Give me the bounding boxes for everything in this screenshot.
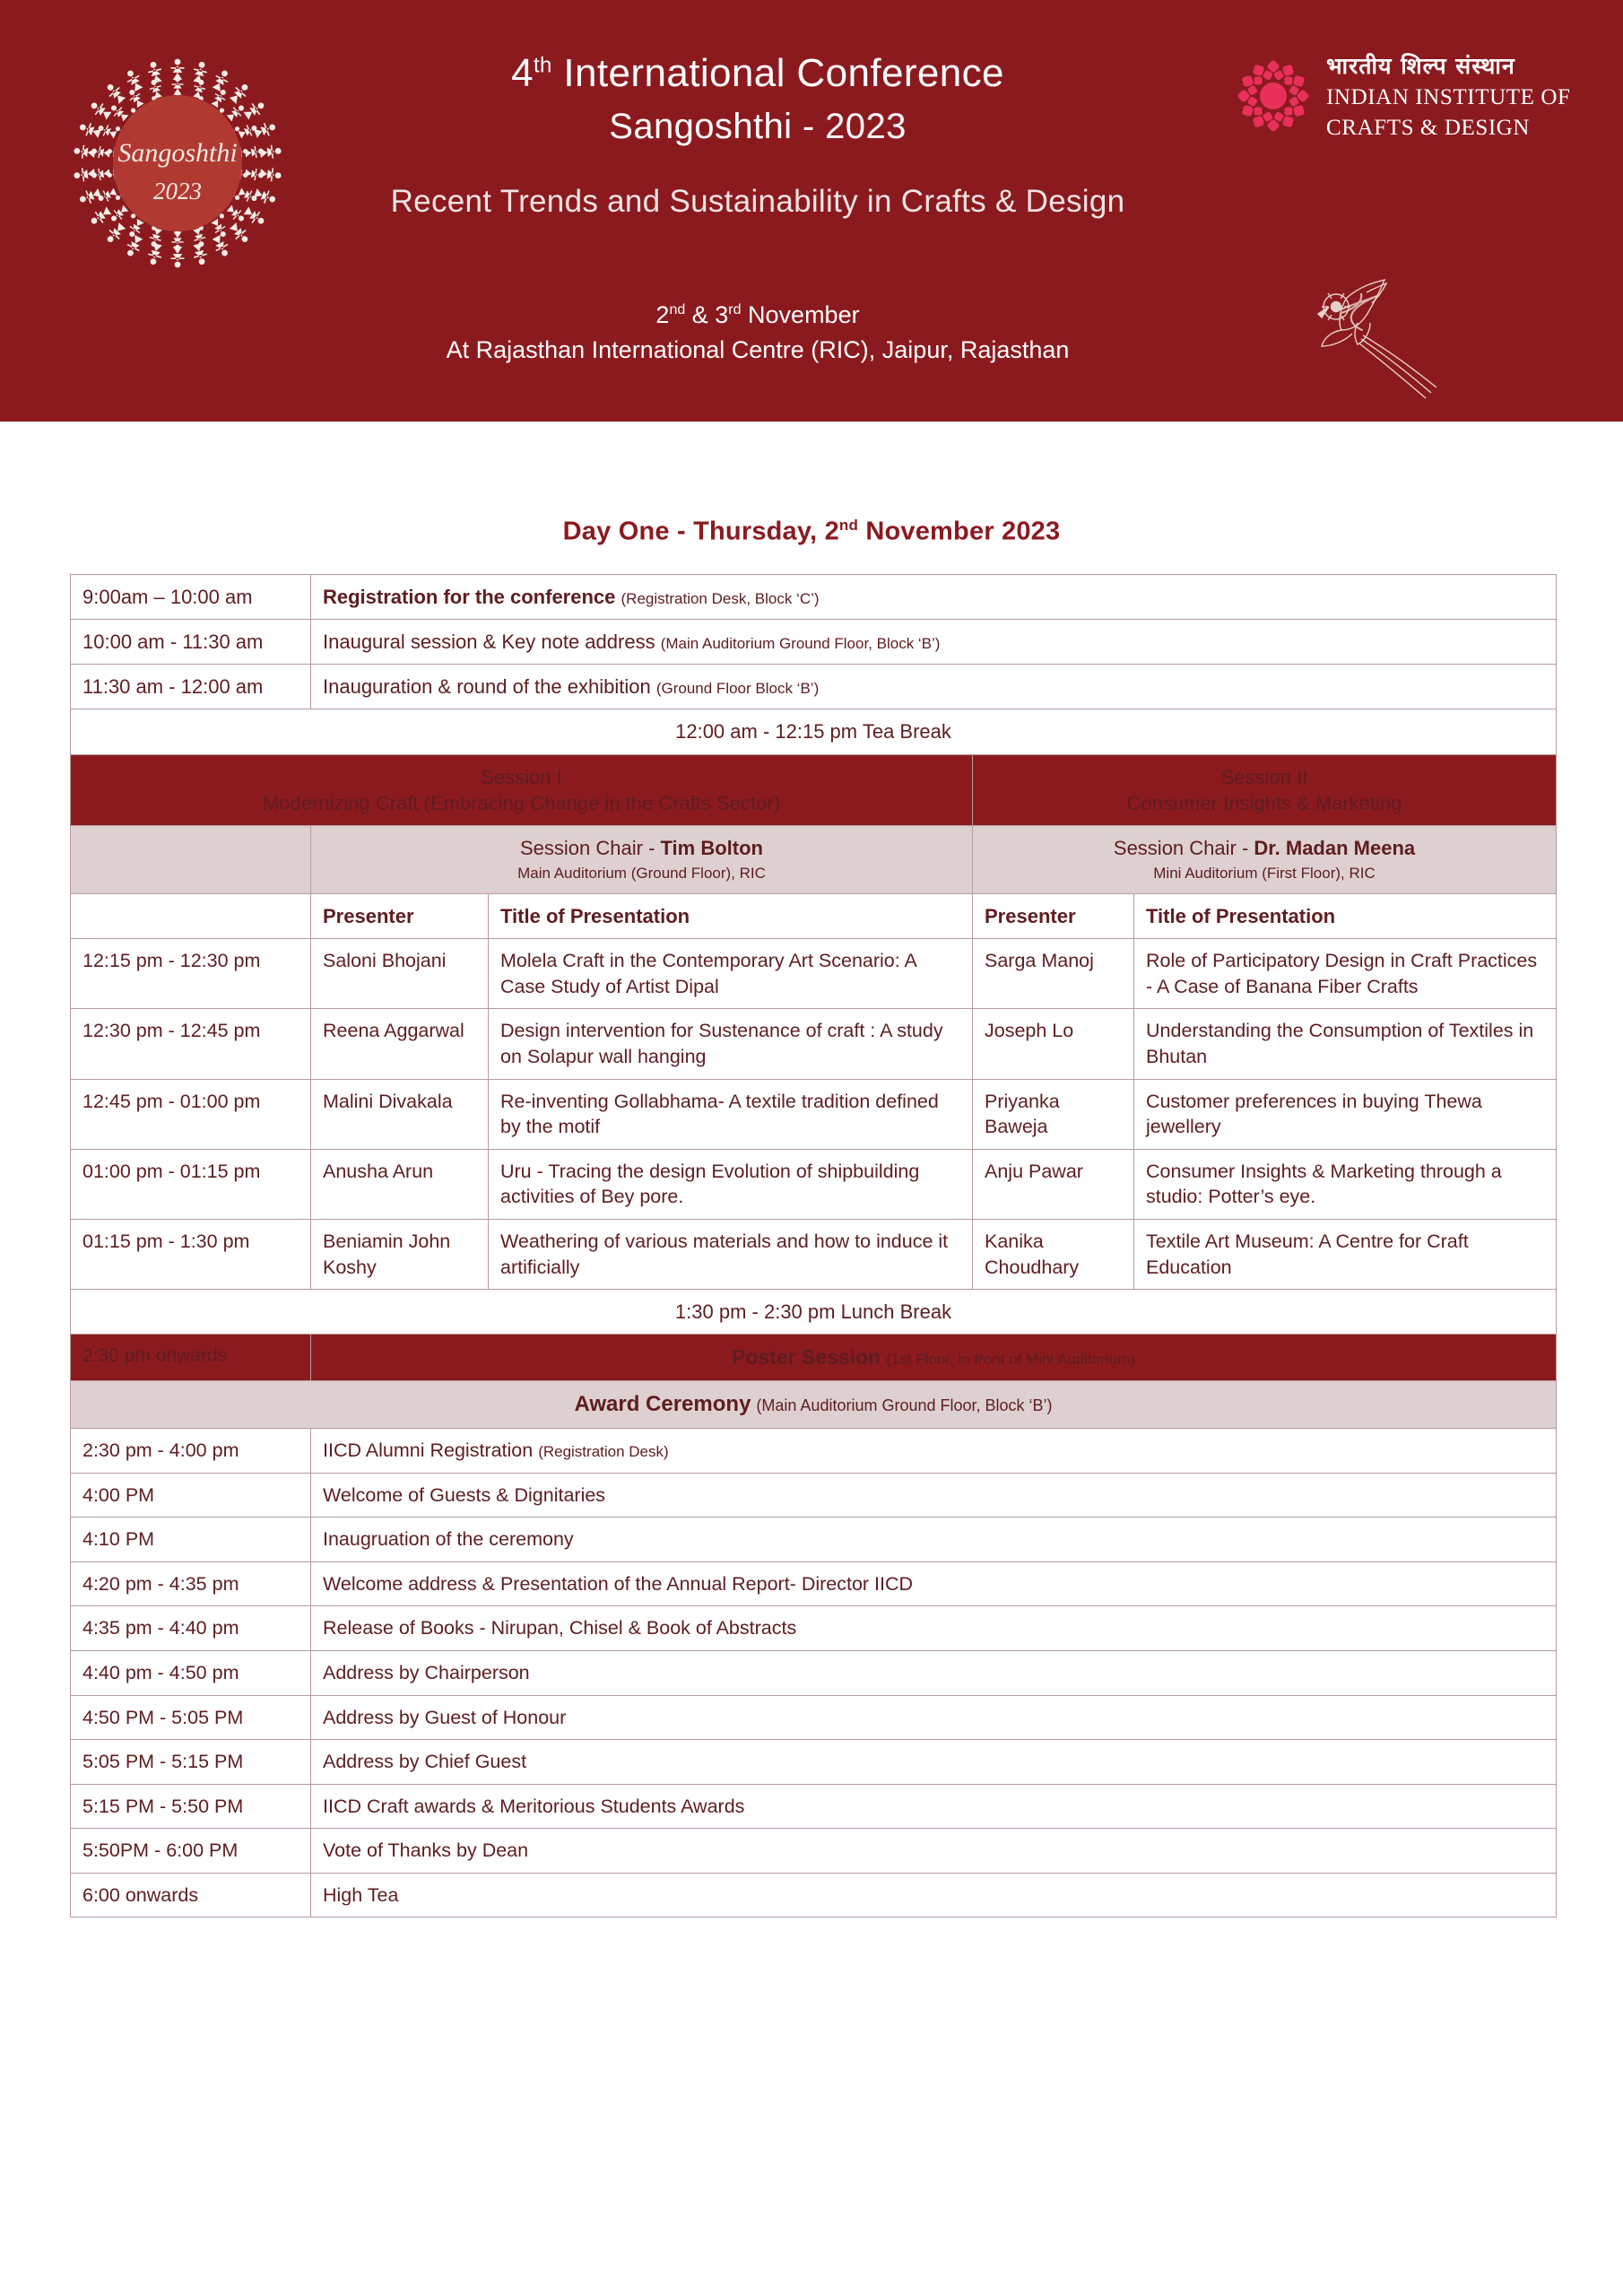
talk-presenter-1-2: Malini Divakala — [311, 1079, 489, 1149]
table-row — [71, 1149, 1557, 1219]
session-2-chair-name: Dr. Madan Meena — [1254, 837, 1416, 860]
talk-presenter-2-2: Priyanka Baweja — [973, 1079, 1134, 1149]
lunch-break-row — [71, 1290, 1557, 1335]
ceremony-time-1: 4:00 PM — [71, 1473, 311, 1518]
ceremony-desc-1 — [311, 1473, 1557, 1518]
talk-time-0: 12:15 pm - 12:30 pm — [71, 939, 311, 1009]
session-2-chair-location: Mini Auditorium (First Floor), RIC — [1153, 865, 1376, 883]
ceremony-time-9: 5:50PM - 6:00 PM — [71, 1829, 311, 1874]
ceremony-time-3: 4:20 pm - 4:35 pm — [71, 1561, 311, 1606]
column-header-row — [71, 894, 1557, 939]
ceremony-time-5: 4:40 pm - 4:50 pm — [71, 1650, 311, 1695]
poster-session-time: 2:30 pm onwards — [71, 1335, 311, 1381]
ceremony-text-9: Vote of Thanks by Dean — [323, 1839, 529, 1862]
talk-title-2-0: Role of Participatory Design in Craft Practices - A Case of Banana Fiber Crafts — [1134, 939, 1557, 1009]
date-day-2: 3 — [715, 301, 729, 328]
iicd-hindi-text: भारतीय शिल्प संस्थान — [1326, 53, 1515, 79]
session-1-topic: Modernizing Craft (Embracing Change in the Crafts Sector) — [262, 791, 781, 814]
ceremony-time-2: 4:10 PM — [71, 1518, 311, 1562]
session-2-header — [973, 754, 1557, 826]
colhead-title-2: Title of Presentation — [1134, 894, 1557, 939]
table-row — [71, 1518, 1557, 1562]
talk-presenter-1-0: Saloni Bhojani — [311, 939, 489, 1009]
talk-time-2: 12:45 pm - 01:00 pm — [71, 1079, 311, 1149]
talk-title-1-3: Uru - Tracing the design Evolution of shipbuilding activities of Bey pore. — [489, 1149, 973, 1219]
talk-title-2-4: Textile Art Museum: A Centre for Craft Education — [1134, 1220, 1557, 1290]
talk-presenter-2-3: Anju Pawar — [973, 1149, 1134, 1219]
conference-dates-venue — [296, 298, 1219, 368]
colhead-time-blank — [71, 894, 311, 939]
ceremony-text-7: Address by Chief Guest — [323, 1751, 527, 1773]
schedule-content — [0, 517, 1623, 1918]
day-title-rest: November 2023 — [858, 517, 1061, 546]
talk-time-3: 01:00 pm - 01:15 pm — [71, 1149, 311, 1219]
conference-ordinal-suffix: th — [533, 53, 552, 78]
ceremony-desc-6 — [311, 1695, 1557, 1740]
emblem-year-text: 2023 — [153, 178, 202, 204]
ceremony-time-0: 2:30 pm - 4:00 pm — [71, 1428, 311, 1473]
conference-title-block — [296, 52, 1219, 220]
poster-session-row — [71, 1335, 1557, 1381]
ceremony-text-0: IICD Alumni Registration — [323, 1439, 539, 1461]
table-row — [71, 1784, 1557, 1829]
talk-time-4: 01:15 pm - 1:30 pm — [71, 1220, 311, 1290]
table-row — [71, 1079, 1557, 1149]
conference-ordinal: 4 — [511, 51, 534, 95]
table-row — [71, 1428, 1557, 1473]
ceremony-note-0: (Registration Desk) — [538, 1442, 669, 1460]
talk-presenter-2-0: Sarga Manoj — [973, 939, 1134, 1009]
session-2-chair-line — [985, 835, 1544, 861]
intro-bold-0: Registration for the conference — [323, 585, 616, 608]
ceremony-time-6: 4:50 PM - 5:05 PM — [71, 1695, 311, 1740]
intro-time-1: 10:00 am - 11:30 am — [71, 619, 311, 664]
table-row — [71, 1561, 1557, 1606]
conference-title-line1 — [296, 52, 1219, 95]
table-row — [71, 1473, 1557, 1518]
talk-presenter-2-4: Kanika Choudhary — [973, 1220, 1134, 1290]
session-header-row — [71, 754, 1557, 826]
table-row — [71, 1606, 1557, 1651]
ceremony-time-7: 5:05 PM - 5:15 PM — [71, 1740, 311, 1785]
table-row — [71, 1220, 1557, 1290]
conference-title-rest: International Conference — [551, 51, 1004, 95]
tea-break-label: 12:00 am - 12:15 pm Tea Break — [71, 709, 1557, 754]
sangoshthi-emblem-logo — [61, 50, 294, 274]
decorative-bird-icon — [1302, 274, 1450, 409]
talk-presenter-2-1: Joseph Lo — [973, 1009, 1134, 1079]
iicd-english-line1: INDIAN INSTITUTE OF — [1326, 84, 1571, 109]
conference-tagline: Recent Trends and Sustainability in Crafts & Design — [390, 183, 1125, 219]
session-1-header — [71, 754, 973, 826]
table-row — [71, 665, 1557, 709]
ceremony-time-10: 6:00 onwards — [71, 1873, 311, 1918]
session-1-chair-prefix: Session Chair - — [520, 837, 661, 860]
ceremony-text-5: Address by Chairperson — [323, 1661, 530, 1683]
session-1-chair-line — [323, 835, 960, 861]
talk-presenter-1-4: Beniamin John Koshy — [311, 1220, 489, 1290]
award-ceremony-row — [71, 1381, 1557, 1429]
intro-desc-1 — [311, 619, 1557, 664]
award-ceremony-cell — [71, 1381, 1557, 1429]
day-title — [0, 517, 1623, 547]
talk-title-1-0: Molela Craft in the Contemporary Art Scenario: A Case Study of Artist Dipal — [489, 939, 973, 1009]
ceremony-text-2: Inaugruation of the ceremony — [323, 1528, 574, 1551]
session-1-name: Session I — [481, 765, 562, 788]
conference-dates — [296, 298, 1219, 333]
ceremony-desc-2 — [311, 1518, 1557, 1562]
table-row — [71, 1695, 1557, 1740]
date-day-1-suffix: nd — [669, 302, 686, 317]
ceremony-desc-7 — [311, 1740, 1557, 1785]
table-row — [71, 1829, 1557, 1874]
intro-time-0: 9:00am – 10:00 am — [71, 574, 311, 619]
intro-bold-2: Inauguration & round of the exhibition — [323, 675, 651, 699]
ceremony-desc-4 — [311, 1606, 1557, 1651]
intro-note-1: (Main Auditorium Ground Floor, Block ‘B’) — [660, 634, 941, 652]
session-2-chair-prefix: Session Chair - — [1113, 837, 1254, 860]
ceremony-desc-8 — [311, 1784, 1557, 1829]
chair-row-spacer — [71, 826, 311, 894]
date-ampersand: & — [685, 301, 716, 328]
talk-title-1-4: Weathering of various materials and how to induce it artificially — [489, 1220, 973, 1290]
day-title-prefix: Day One - Thursday, 2 — [562, 517, 839, 546]
session-1-chair-name: Tim Bolton — [660, 837, 763, 860]
award-ceremony-label: Award Ceremony — [574, 1392, 751, 1417]
session-2-topic: Consumer Insights & Marketing — [1126, 791, 1402, 814]
poster-session-note: (1st Floor, in front of Mini Auditorium) — [886, 1351, 1135, 1369]
ceremony-text-3: Welcome address & Presentation of the Annual Report- Director IICD — [323, 1572, 914, 1595]
talk-title-1-1: Design intervention for Sustenance of craft : A study on Solapur wall hanging — [489, 1009, 973, 1079]
iicd-wordmark — [1326, 54, 1570, 142]
ceremony-desc-10 — [311, 1873, 1557, 1918]
intro-bold-1: Inaugural session & Key note address — [323, 630, 655, 653]
conference-title-line2: Sangoshthi - 2023 — [609, 106, 907, 146]
colhead-presenter-2: Presenter — [973, 894, 1134, 939]
page-header — [0, 0, 1623, 422]
poster-session-desc — [311, 1335, 1557, 1381]
ceremony-text-10: High Tea — [323, 1883, 399, 1906]
ceremony-time-8: 5:15 PM - 5:50 PM — [71, 1784, 311, 1829]
colhead-title-1: Title of Presentation — [489, 894, 973, 939]
poster-session-label: Poster Session — [732, 1345, 881, 1370]
session-1-chair-location: Main Auditorium (Ground Floor), RIC — [517, 865, 766, 883]
emblem-title-text: Sangoshthi — [117, 138, 238, 168]
session-1-chair-cell — [311, 826, 973, 894]
ceremony-desc-0 — [311, 1428, 1557, 1473]
ceremony-desc-9 — [311, 1829, 1557, 1874]
award-ceremony-note: (Main Auditorium Ground Floor, Block ‘B’) — [756, 1396, 1053, 1415]
iicd-flower-mark-icon — [1233, 56, 1314, 136]
talk-title-2-3: Consumer Insights & Marketing through a studio: Potter’s eye. — [1134, 1149, 1557, 1219]
ceremony-desc-3 — [311, 1561, 1557, 1606]
talk-presenter-1-3: Anusha Arun — [311, 1149, 489, 1219]
date-month: November — [741, 301, 860, 328]
ceremony-time-4: 4:35 pm - 4:40 pm — [71, 1606, 311, 1651]
lunch-break-label: 1:30 pm - 2:30 pm Lunch Break — [71, 1290, 1557, 1335]
ceremony-text-6: Address by Guest of Honour — [323, 1706, 567, 1728]
table-row — [71, 1740, 1557, 1785]
session-chair-row — [71, 826, 1557, 894]
talk-title-1-2: Re-inventing Gollabhama- A textile tradition defined by the motif — [489, 1079, 973, 1149]
table-row — [71, 939, 1557, 1009]
iicd-logo — [1233, 54, 1570, 142]
intro-time-2: 11:30 am - 12:00 am — [71, 665, 311, 709]
date-day-2-suffix: rd — [728, 302, 742, 317]
ceremony-desc-5 — [311, 1650, 1557, 1695]
talk-title-2-2: Customer preferences in buying Thewa jewellery — [1134, 1079, 1557, 1149]
ceremony-text-1: Welcome of Guests & Dignitaries — [323, 1483, 606, 1506]
talk-title-2-1: Understanding the Consumption of Textiles in Bhutan — [1134, 1009, 1557, 1079]
table-row — [71, 574, 1557, 619]
intro-note-0: (Registration Desk, Block ‘C’) — [621, 589, 820, 607]
talk-time-1: 12:30 pm - 12:45 pm — [71, 1009, 311, 1079]
conference-venue: At Rajasthan International Centre (RIC), Jaipur, Rajasthan — [446, 336, 1070, 364]
iicd-english-line2: CRAFTS & DESIGN — [1326, 116, 1531, 141]
table-row — [71, 1650, 1557, 1695]
tea-break-row — [71, 709, 1557, 754]
schedule-table — [70, 574, 1557, 1918]
colhead-presenter-1: Presenter — [311, 894, 489, 939]
table-row — [71, 1009, 1557, 1079]
session-2-name: Session II — [1220, 765, 1308, 788]
session-2-chair-cell — [973, 826, 1557, 894]
table-row — [71, 1873, 1557, 1918]
ceremony-text-4: Release of Books - Nirupan, Chisel & Book of Abstracts — [323, 1617, 797, 1639]
intro-desc-0 — [311, 574, 1557, 619]
table-row — [71, 619, 1557, 664]
date-day-1: 2 — [655, 301, 670, 328]
day-title-suffix: nd — [838, 517, 859, 534]
ceremony-text-8: IICD Craft awards & Meritorious Students Awards — [323, 1795, 745, 1817]
intro-note-2: (Ground Floor Block ‘B’) — [655, 680, 820, 698]
intro-desc-2 — [311, 665, 1557, 709]
talk-presenter-1-1: Reena Aggarwal — [311, 1009, 489, 1079]
